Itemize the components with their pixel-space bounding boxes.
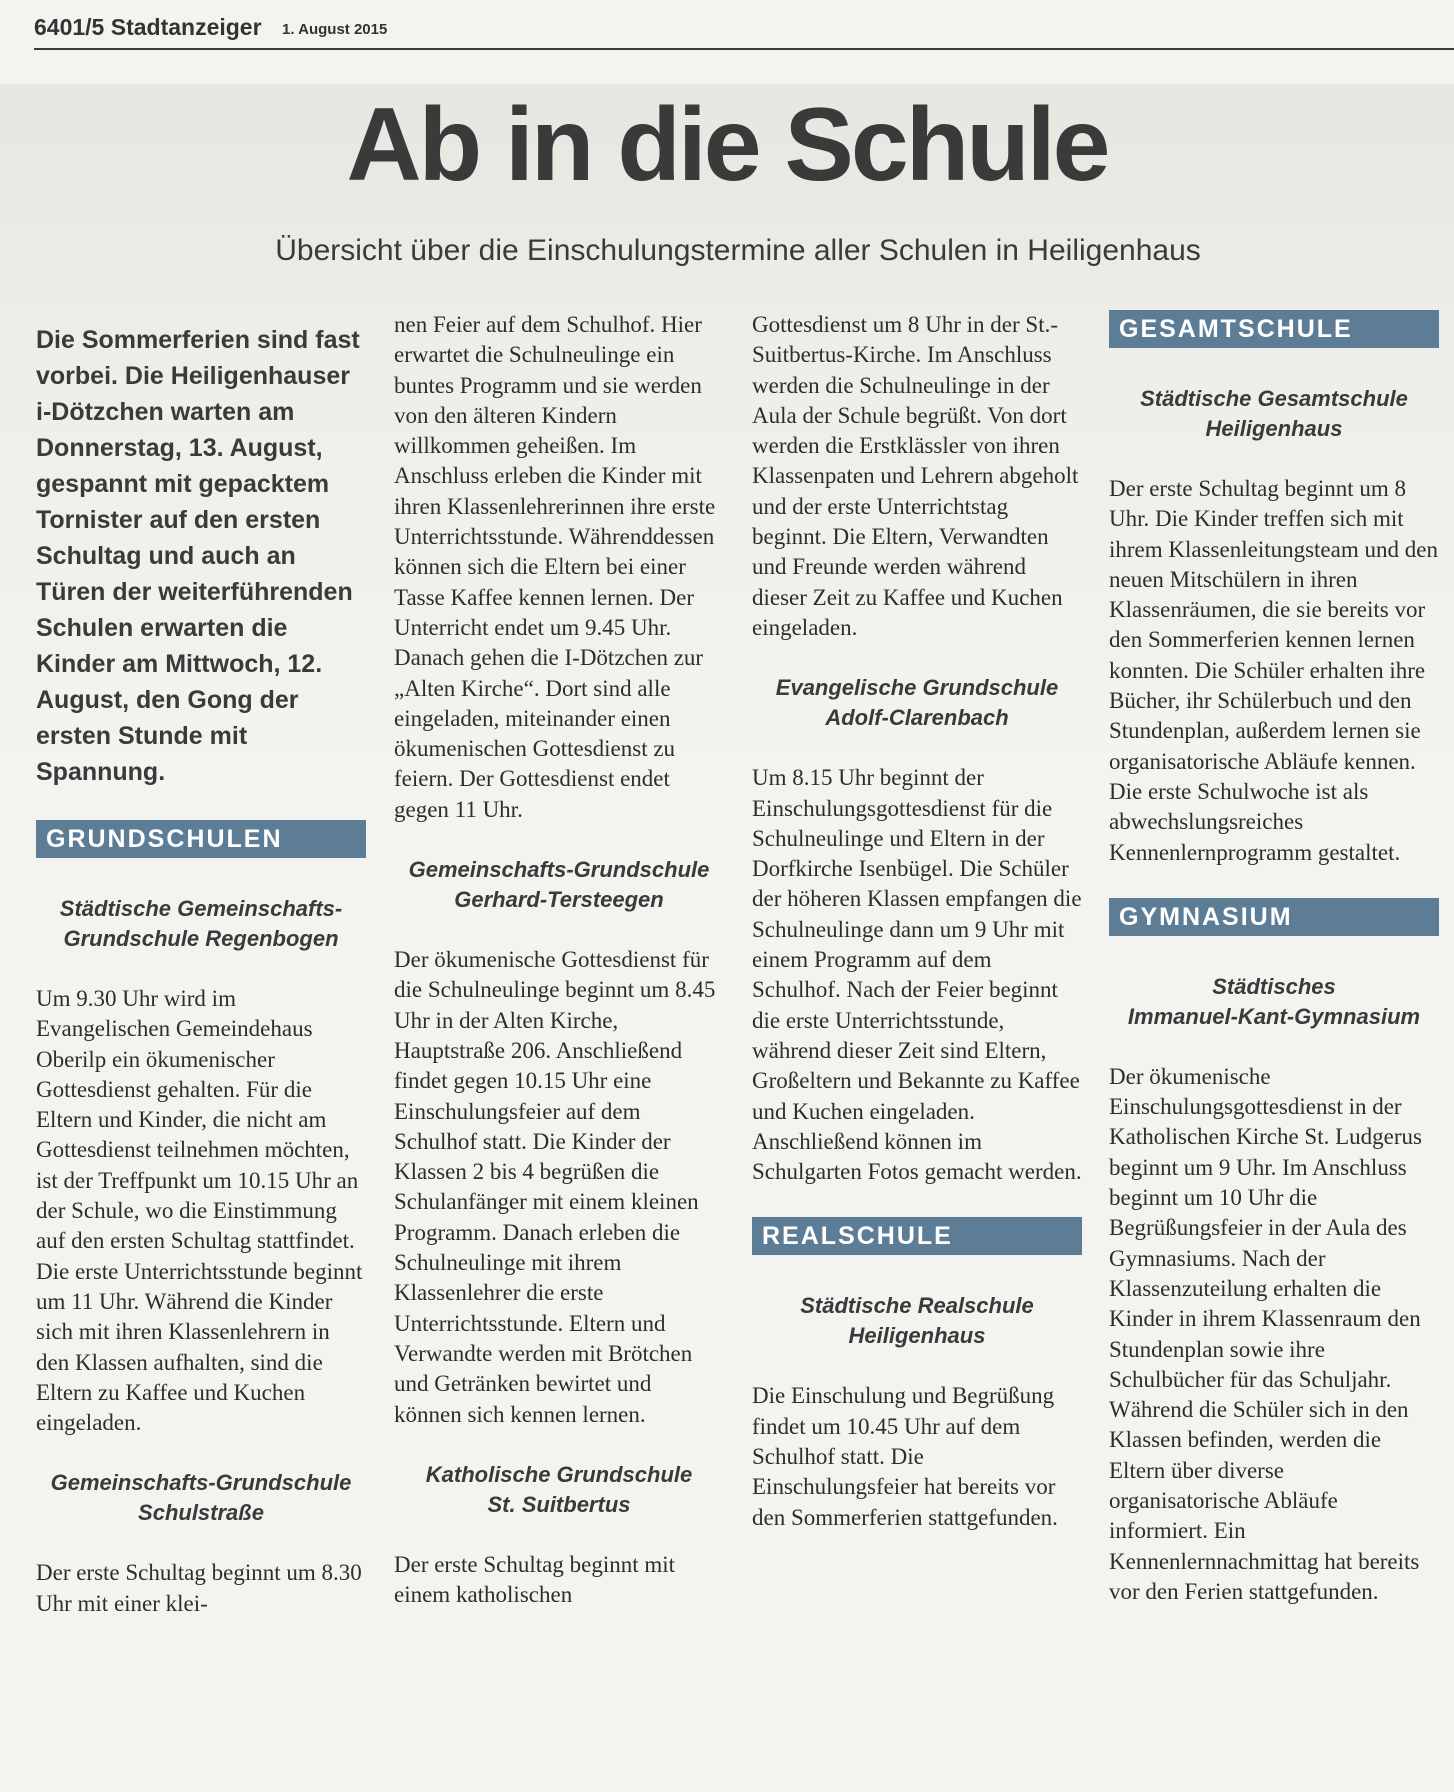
issue-date: 1. August 2015	[282, 21, 388, 38]
body-paragraph: Um 8.15 Uhr beginnt der Einschulungsgottesdienst für die Schulneulinge und Eltern in der Dorfkirche Isenbügel. Die Schüler der höheren Klassen empfangen die Schulneulinge dann um 9 Uhr mit einem Programm auf dem Schulhof. Nach der Feier beginnt die erste Unterrichtsstunde, während dieser Zeit sind Eltern, Großeltern und Bekannte zu Kaffee und Kuchen eingeladen. Anschließend können im Schulgarten Fotos gemacht werden.	[752, 765, 1082, 1185]
school-heading-line: Städtische Gesamtschule	[1140, 386, 1408, 411]
school-heading	[1109, 972, 1439, 1032]
school-heading	[36, 1468, 366, 1528]
body-paragraph: Die Einschulung und Begrüßung findet um 10.45 Uhr auf dem Schulhof statt. Die Einschulungsfeier hat bereits vor den Sommerferien stattgefunden.	[752, 1383, 1058, 1530]
article-title: Ab in die Schule	[346, 87, 1108, 203]
body-paragraph: nen Feier auf dem Schulhof. Hier erwartet die Schulneulinge ein buntes Programm und sie werden von den älteren Kindern willkommen geheißen. Im Anschluss erleben die Kinder mit ihren Klassenlehrerinnen ihre erste Unterrichtsstunde. Währenddessen können sich die Eltern bei einer Tasse Kaffee kennen lernen. Der Unterricht endet um 9.45 Uhr. Danach gehen die I-Dötzchen zur „Alten Kirche“. Dort sind alle eingeladen, miteinander einen ökumenischen Gottesdienst zu feiern. Der Gottesdienst endet gegen 11 Uhr.	[394, 312, 716, 822]
section-header-realschule: REALSCHULE	[752, 1217, 1082, 1255]
lead-paragraph: Die Sommerferien sind fast vorbei. Die Heiligenhauser i-Dötzchen warten am Donnerstag, 13. August, gespannt mit gepacktem Tornister auf den ersten Schultag und auch an Türen der weiterführenden Schulen erwarten die Kinder am Mittwoch, 12. August, den Gong der ersten Stunde mit Spannung.	[36, 326, 360, 786]
school-heading	[394, 1460, 724, 1520]
section-header-gymnasium: GYMNASIUM	[1109, 898, 1439, 936]
school-heading-line: Städtische Realschule	[800, 1293, 1034, 1319]
school-heading-line: Gemeinschafts-Grundschule	[50, 1470, 352, 1496]
page-number: 6401/5 Stadtanzeiger	[34, 14, 262, 40]
school-heading-line: St. Suitbertus	[487, 1491, 631, 1517]
section-header-gesamtschule: GESAMTSCHULE	[1109, 310, 1439, 348]
school-heading	[752, 673, 1082, 733]
body-paragraph: Der ökumenische Einschulungsgottesdienst in der Katholischen Kirche St. Ludgerus beginnt um 9 Uhr. Im Anschluss beginnt um 10 Uhr die Begrüßungsfeier in der Aula des Gymnasiums. Nach der Klassenzuteilung erhalten die Kinder in ihrem Klassenraum den Stundenplan sowie ihre Schulbücher für das Schuljahr. Während die Schüler sich in den Klassen befinden, werden die Eltern über diverse organisatorische Abläufe informiert. Ein Kennenlernnachmittag hat bereits vor den Ferien stattgefunden.	[1109, 1063, 1422, 1604]
school-heading-line: Evangelische Grundschule	[775, 675, 1059, 701]
school-heading-line: Städtische Gemeinschafts-	[59, 896, 343, 921]
school-heading	[394, 855, 724, 915]
body-paragraph: Der ökumenische Gottesdienst für die Schulneulinge beginnt um 8.45 Uhr in der Alten Kirche, Hauptstraße 206. Anschließend findet gegen 10.15 Uhr eine Einschulungsfeier auf dem Schulhof statt. Die Kinder der Klassen 2 bis 4 begrüßen die Schulanfänger mit einem kleinen Programm. Danach erleben die Schulneulinge mit ihrem Klassenlehrer die erste Unterrichtsstunde. Eltern und Verwandte werden mit Brötchen und Getränken bewirtet und können sich kennen lernen.	[394, 947, 716, 1427]
school-heading-line: Städtisches	[1212, 973, 1336, 999]
body-paragraph: Der erste Schultag beginnt um 8.30 Uhr mit einer klei-	[36, 1560, 362, 1616]
body-paragraph: Um 9.30 Uhr wird im Evangelischen Gemeindehaus Oberilp ein ökumenischer Gottesdienst gehalten. Für die Eltern und Kinder, die nicht am Gottesdienst teilnehmen möchten, ist der Treffpunkt um 10.15 Uhr an der Schule, wo die Einstimmung auf den ersten Schultag stattfindet. Die erste Unterrichtsstunde beginnt um 11 Uhr. Während die Kinder sich mit ihren Klassenlehrern in den Klassen aufhalten, sind die Eltern zu Kaffee und Kuchen eingeladen.	[36, 986, 363, 1436]
column-1	[36, 322, 366, 1792]
body-paragraph: Der erste Schultag beginnt um 8 Uhr. Die Kinder treffen sich mit ihrem Klassenleitungsteam und den neuen Mitschülern in ihren Klassenräumen, die sie bereits vor den Sommerferien kennen lernen konnten. Die Schüler erhalten ihre Bücher, ihr Schülerbuch und den Stundenplan, außerdem lernen sie organisatorische Abläufe kennen. Die erste Schulwoche ist als abwechslungsreiches Kennenlernprogramm gestaltet.	[1109, 476, 1438, 865]
school-heading	[1109, 384, 1439, 444]
column-2	[394, 310, 724, 1780]
school-heading-line: Immanuel-Kant-Gymnasium	[1127, 1003, 1421, 1029]
body-paragraph: Der erste Schultag beginnt mit einem katholischen	[394, 1551, 676, 1608]
section-header-grundschulen: GRUNDSCHULEN	[36, 820, 366, 858]
body-paragraph: Gottesdienst um 8 Uhr in der St.-Suitbertus-Kirche. Im Anschluss werden die Schulneulinge in der Aula der Schule begrüßt. Von dort werden die Erstklässler von ihren Klassenpaten und Lehrern abgeholt und der erste Unterrichtstag beginnt. Die Eltern, Verwandten und Freunde werden während dieser Zeit zu Kaffee und Kuchen eingeladen.	[752, 312, 1079, 640]
school-heading-line: Heiligenhaus	[848, 1323, 986, 1349]
school-heading-line: Katholische Grundschule	[425, 1461, 693, 1487]
page-header	[34, 8, 1454, 50]
school-heading	[36, 894, 366, 954]
school-heading-line: Gemeinschafts-Grundschule	[408, 857, 710, 883]
column-4	[1109, 310, 1439, 1780]
school-heading-line: Heiligenhaus	[1205, 416, 1343, 441]
school-heading-line: Schulstraße	[138, 1500, 264, 1526]
article-subtitle: Übersicht über die Einschulungstermine aller Schulen in Heiligenhaus	[275, 234, 1201, 267]
school-heading	[752, 1291, 1082, 1351]
school-heading-line: Adolf-Clarenbach	[825, 705, 1009, 731]
school-heading-line: Gerhard-Tersteegen	[454, 887, 664, 913]
school-heading-line: Grundschule Regenbogen	[63, 926, 339, 951]
column-3	[752, 310, 1082, 1780]
